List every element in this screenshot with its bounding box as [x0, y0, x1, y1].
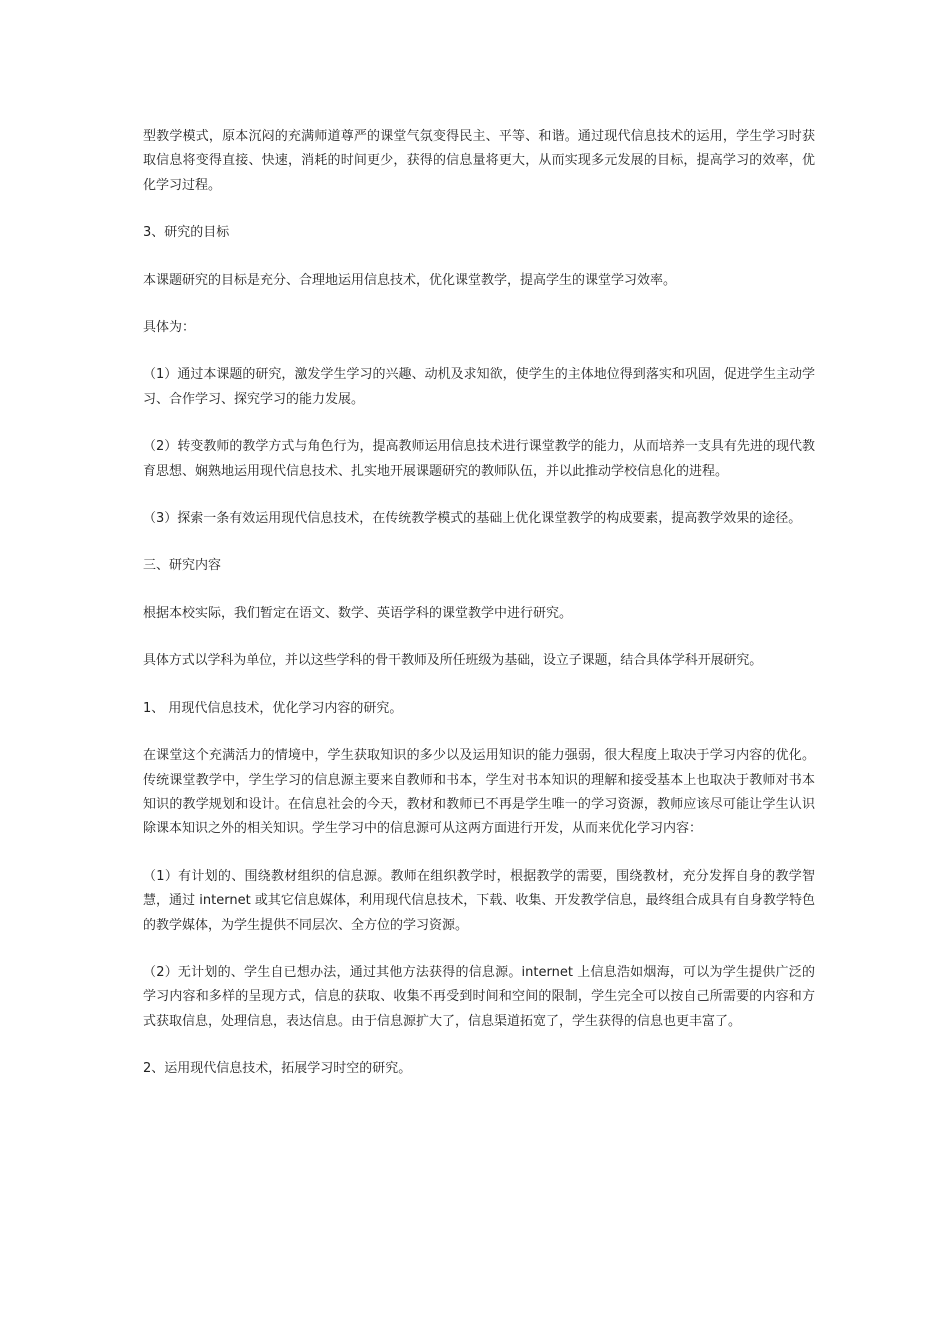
document-page	[143, 125, 815, 1105]
heading-research-content: 三、研究内容	[143, 558, 222, 574]
paragraph-content-method: 具体方式以学科为单位，并以这些学科的骨干教师及所任班级为基础，设立子课题，结合具体学科开展研究。	[143, 653, 763, 669]
paragraph-content-1-item-2: （2）无计划的、学生自已想办法，通过其他方法获得的信息源。internet 上信息浩如烟海，可以为学生提供广泛的学习内容和多样的呈现方式，信息的获取、收集不再受到时间和空间的限制，学生完全可以按自己所需要的内容和方式获取信息，处理信息，表达信息。由于信息源扩大了，信息渠道拓宽了，学生获得的信息也更丰富了。	[143, 964, 815, 1029]
paragraph-goal-1: （1）通过本课题的研究，激发学生学习的兴趣、动机及求知欲，使学生的主体地位得到落实和巩固，促进学生主动学习、合作学习、探究学习的能力发展。	[143, 367, 815, 407]
paragraph-goal-3: （3）探索一条有效运用现代信息技术，在传统教学模式的基础上优化课堂教学的构成要素，提高教学效果的途径。	[143, 511, 802, 527]
heading-content-1: 1、 用现代信息技术，优化学习内容的研究。	[143, 700, 403, 716]
heading-content-2: 2、运用现代信息技术，拓展学习时空的研究。	[143, 1061, 412, 1077]
paragraph-content-scope: 根据本校实际，我们暂定在语文、数学、英语学科的课堂教学中进行研究。	[143, 605, 573, 621]
paragraph-intro-continuation: 型教学模式，原本沉闷的充满师道尊严的课堂气氛变得民主、平等、和谐。通过现代信息技术的运用，学生学习时获取信息将变得直接、快速，消耗的时间更少，获得的信息量将更大，从而实现多元发展的目标，提高学习的效率，优化学习过程。	[143, 129, 815, 193]
paragraph-content-1-item-1: （1）有计划的、围绕教材组织的信息源。教师在组织教学时，根据教学的需要，围绕教材，充分发挥自身的教学智慧，通过 internet 或其它信息媒体，利用现代信息技术，下载、收集、开发教学信息，最终组合成具有自身教学特色的教学媒体，为学生提供不同层次、全方位的学习资源。	[143, 868, 815, 933]
paragraph-goal-summary: 本课题研究的目标是充分、合理地运用信息技术，优化课堂教学，提高学生的课堂学习效率。	[143, 272, 677, 288]
paragraph-goal-2: （2）转变教师的教学方式与角色行为，提高教师运用信息技术进行课堂教学的能力，从而培养一支具有先进的现代教育思想、娴熟地运用现代信息技术、扎实地开展课题研究的教师队伍，并以此推动学校信息化的进程。	[143, 439, 815, 479]
paragraph-content-1-body: 在课堂这个充满活力的情境中，学生获取知识的多少以及运用知识的能力强弱，很大程度上取决于学习内容的优化。传统课堂教学中，学生学习的信息源主要来自教师和书本，学生对书本知识的理解和接受基本上也取决于教师对书本知识的教学规划和设计。在信息社会的今天，教材和教师已不再是学生唯一的学习资源，教师应该尽可能让学生认识除课本知识之外的相关知识。学生学习中的信息源可从这两方面进行开发，从而来优化学习内容：	[143, 748, 815, 837]
heading-research-goal: 3、研究的目标	[143, 225, 230, 241]
paragraph-specifics-label: 具体为：	[143, 320, 196, 336]
